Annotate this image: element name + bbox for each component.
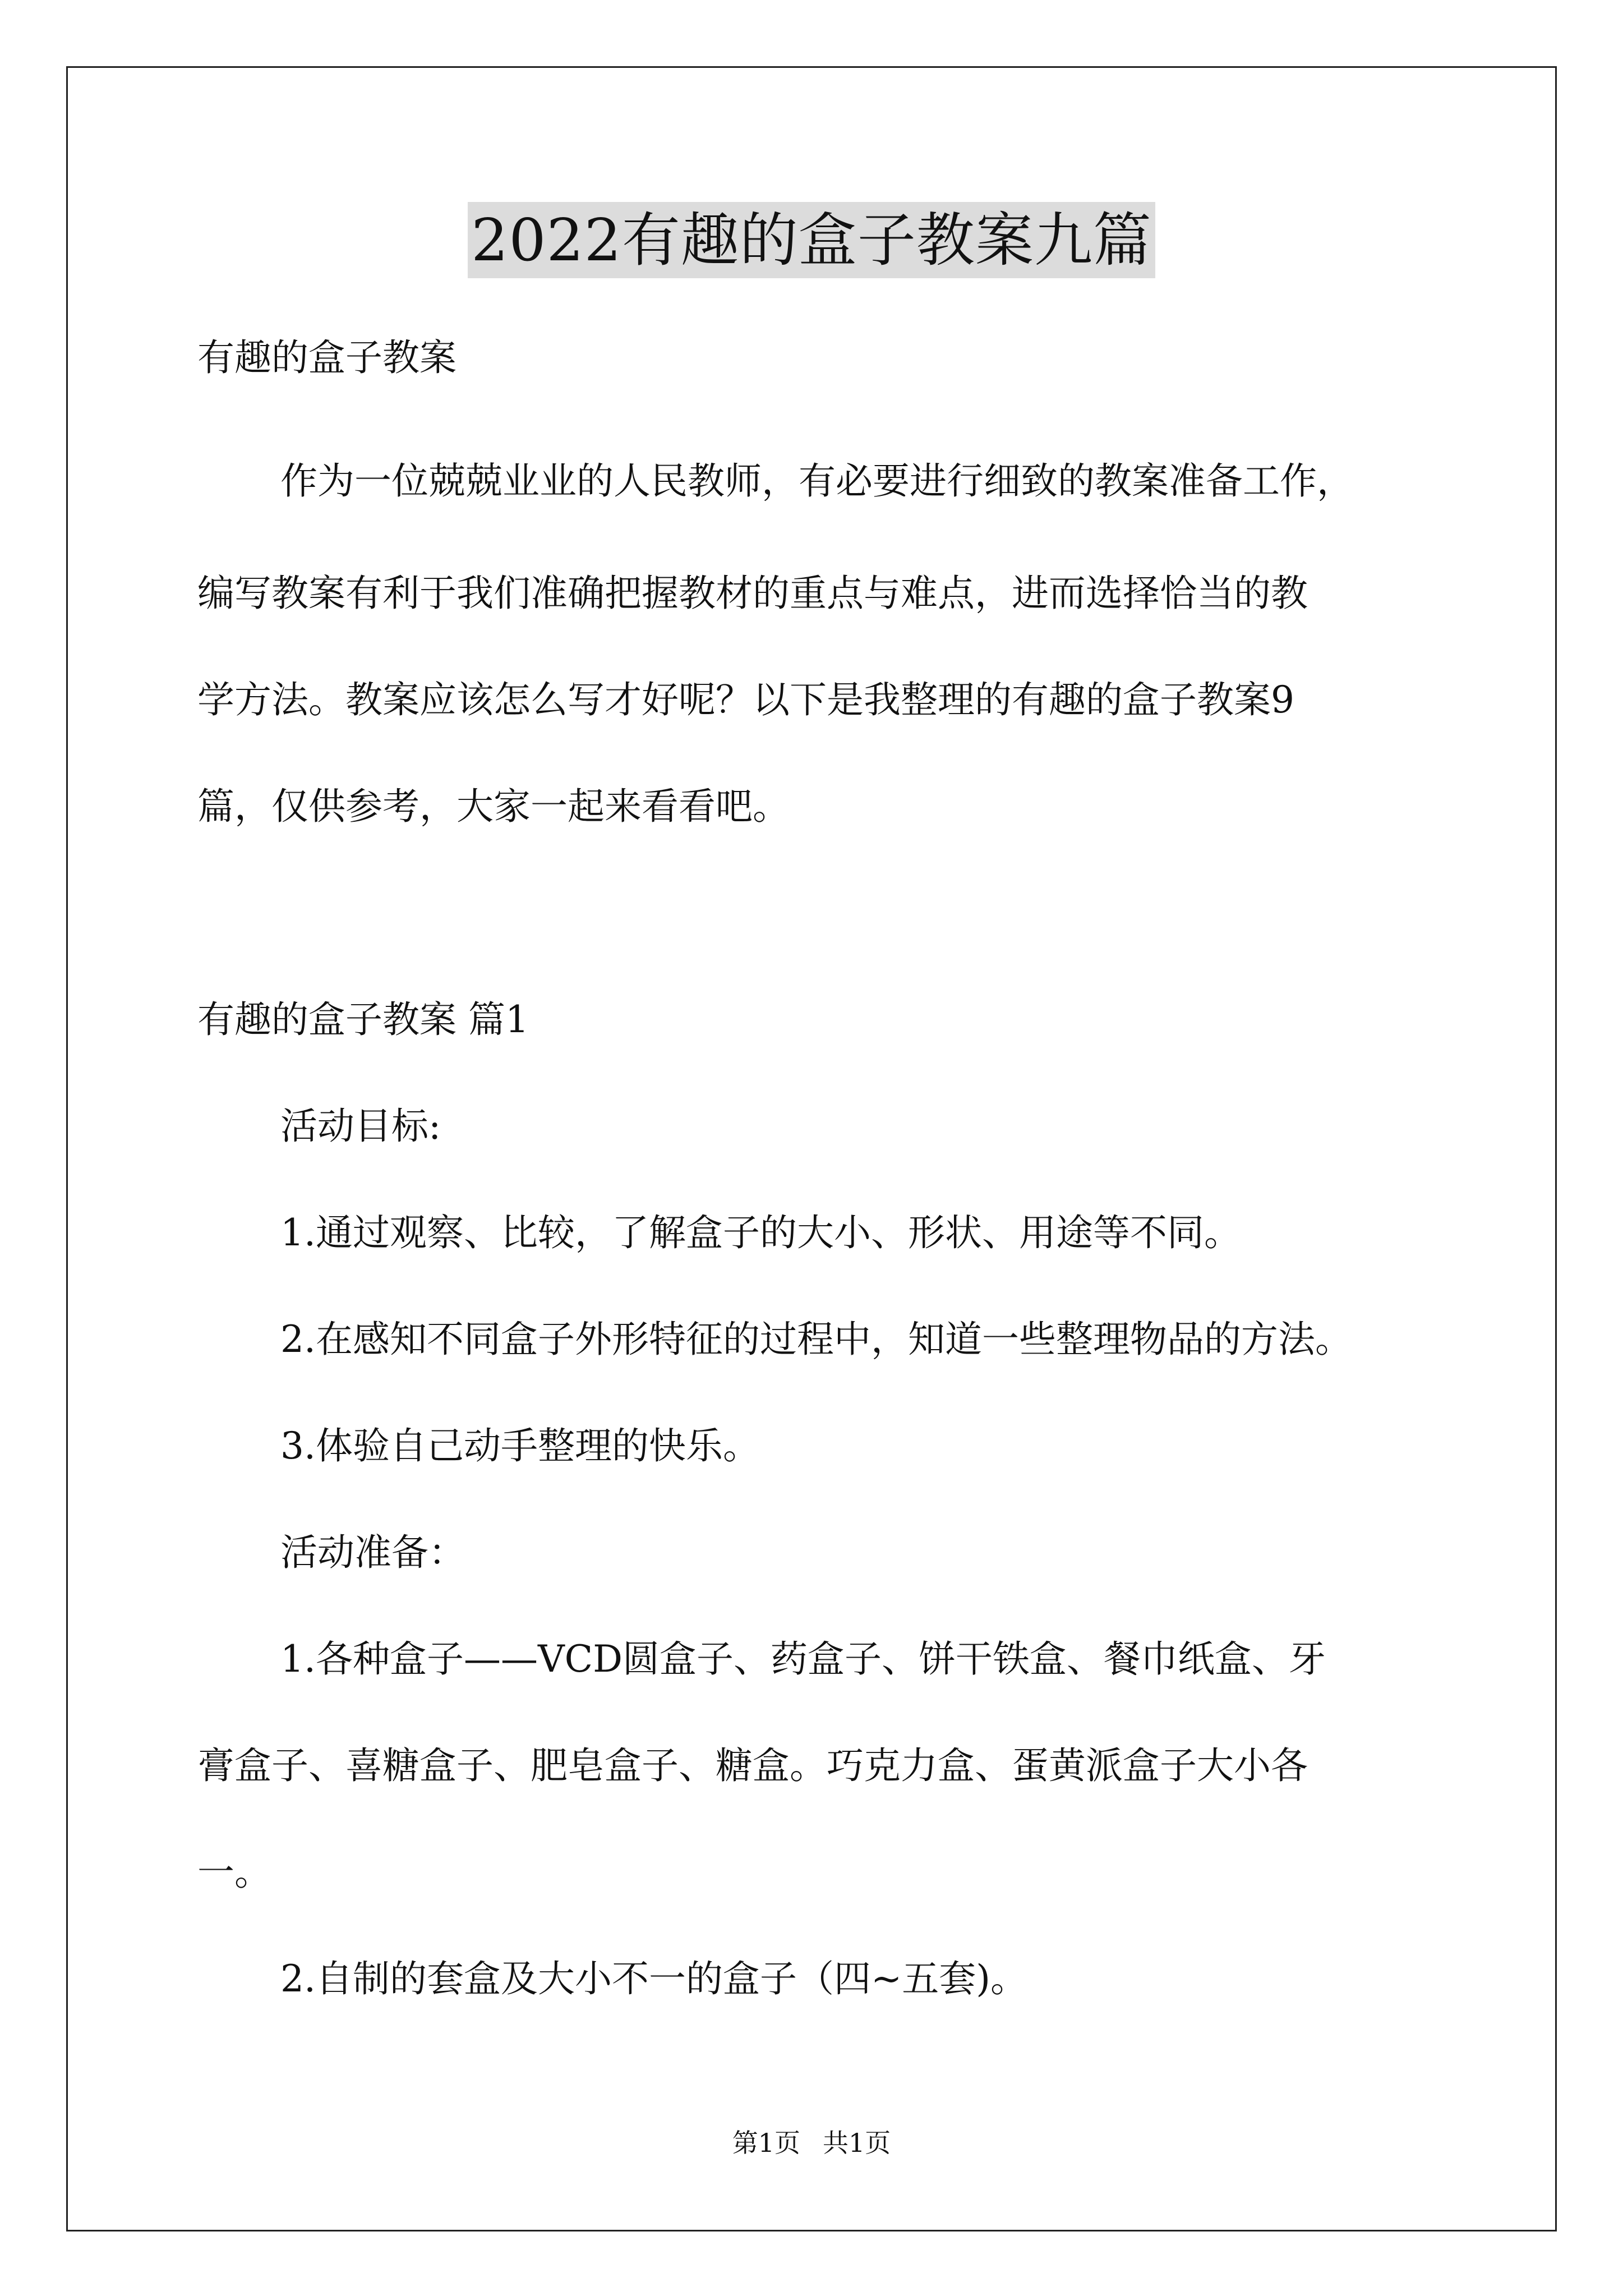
intro-line-1: 作为一位兢兢业业的人民教师，有必要进行细致的教案准备工作， [280,459,1354,503]
prep-heading: 活动准备： [280,1531,465,1574]
intro-line-2: 编写教案有利于我们准确把握教材的重点与难点，进而选择恰当的教 [197,572,1308,615]
title-wrap [0,202,1623,278]
subtitle: 有趣的盒子教案 [197,336,457,379]
prep-1-line-1: 1.各种盒子——VCD圆盒子、药盒子、饼干铁盒、餐巾纸盒、牙 [280,1637,1326,1681]
document-title: 2022有趣的盒子教案九篇 [468,202,1155,278]
goal-3: 3.体验自己动手整理的快乐。 [280,1424,760,1467]
section-heading: 有趣的盒子教案 篇1 [197,998,529,1041]
page-number: 第1页 [732,2128,800,2158]
goal-1: 1.通过观察、比较，了解盒子的大小、形状、用途等不同。 [280,1211,1241,1254]
page-footer [0,2126,1623,2160]
goals-heading: 活动目标: [280,1105,441,1148]
page-total: 共1页 [823,2128,891,2158]
goal-2: 2.在感知不同盒子外形特征的过程中，知道一些整理物品的方法。 [280,1318,1352,1361]
prep-1-line-3: 一。 [197,1851,271,1894]
page-border [66,66,1557,2231]
intro-line-3: 学方法。教案应该怎么写才好呢？以下是我整理的有趣的盒子教案9 [197,678,1294,721]
intro-line-4: 篇，仅供参考，大家一起来看看吧。 [197,785,790,828]
prep-2: 2.自制的套盒及大小不一的盒子（四~五套)。 [280,1957,1028,2000]
prep-1-line-2: 膏盒子、喜糖盒子、肥皂盒子、糖盒。巧克力盒、蛋黄派盒子大小各 [197,1744,1308,1787]
